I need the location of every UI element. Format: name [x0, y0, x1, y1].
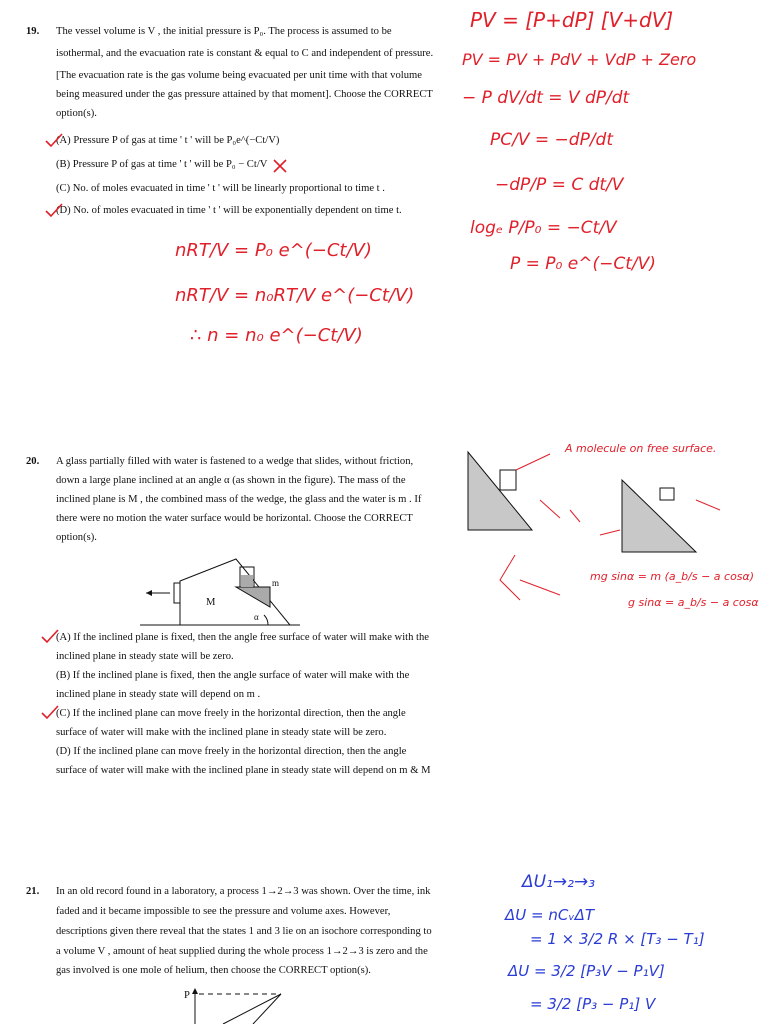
question-number: 19. — [26, 26, 40, 37]
tick-mark-icon — [40, 704, 60, 720]
handwritten-equation: nRT/V = n₀RT/V e^(−Ct/V) — [175, 285, 415, 306]
handwritten-note: A molecule on free surface. — [565, 442, 717, 455]
question-number: 20. — [26, 456, 40, 467]
option-b: (B) If the inclined plane is fixed, then the angle surface of water will make with the — [56, 670, 410, 681]
option-a: (A) If the inclined plane is fixed, then the angle free surface of water will make with the — [56, 632, 429, 643]
question-number: 21. — [26, 886, 40, 897]
handwritten-equation: g sinα = a_b/s − a cosα — [628, 596, 759, 609]
question-text-line: A glass partially filled with water is fastened to a wedge that slides, without friction, — [56, 456, 414, 467]
graph-axis-label: P — [184, 990, 190, 1001]
option-b: (B) Pressure P of gas at time ' t ' will be P₀ − Ct/V — [56, 159, 268, 170]
question-text-line: a volume V , amount of heat supplied during the whole process 1→2→3 is zero and the — [56, 946, 428, 957]
handwritten-equation: = 1 × 3/2 R × [T₃ − T₁] — [530, 930, 705, 948]
question-text-line: inclined plane is M , the combined mass of the wedge, the glass and the water is m . If — [56, 494, 422, 505]
process-graph — [193, 988, 303, 1024]
handwritten-equation: = 3/2 [P₃ − P₁] V — [530, 995, 656, 1013]
option-a: (A) Pressure P of gas at time ' t ' will be P₀e^(−Ct/V) — [56, 135, 280, 146]
option-d: (D) If the inclined plane can move freely in the horizontal direction, then the angle — [56, 746, 407, 757]
handwritten-equation: P = P₀ e^(−Ct/V) — [510, 254, 656, 274]
question-text-line: there were no motion the water surface would be horizontal. Choose the CORRECT — [56, 513, 413, 524]
label-M: M — [206, 597, 216, 608]
inclined-plane-figure — [140, 555, 300, 630]
question-text-line: down a large plane inclined at an angle α (as shown in the figure). The mass of the — [56, 475, 406, 486]
handwritten-equation: −dP/P = C dt/V — [495, 175, 624, 195]
question-text-line: option(s). — [56, 532, 97, 543]
handwritten-equation: ΔU₁→₂→₃ — [522, 872, 596, 892]
tick-mark-icon — [44, 132, 64, 148]
question-text-line: being measured under the gas pressure attained by that moment]. Choose the CORRECT — [56, 89, 433, 100]
label-m: m — [272, 578, 280, 588]
handwritten-equation: ΔU = nCᵥΔT — [505, 906, 595, 924]
handwritten-equation: logₑ P/P₀ = −Ct/V — [470, 218, 617, 238]
cross-mark-icon — [272, 158, 288, 174]
question-text-line: In an old record found in a laboratory, a process 1→2→3 was shown. Over the time, ink — [56, 886, 431, 897]
handwritten-equation: PC/V = −dP/dt — [490, 130, 614, 150]
free-body-diagram — [460, 440, 760, 620]
handwritten-equation: PV = [P+dP] [V+dV] — [470, 8, 674, 32]
option-c-cont: surface of water will make with the inclined plane in steady state will be zero. — [56, 727, 387, 738]
tick-mark-icon — [44, 202, 64, 218]
option-d-cont: surface of water will make with the inclined plane in steady state will depend on m & M — [56, 765, 431, 776]
option-d: (D) No. of moles evacuated in time ' t ' will be exponentially dependent on time t. — [56, 205, 402, 216]
question-text-line: [The evacuation rate is the gas volume being evacuated per unit time with that volume — [56, 70, 422, 81]
handwritten-equation: ∴ n = n₀ e^(−Ct/V) — [190, 325, 363, 346]
handwritten-equation: ΔU = 3/2 [P₃V − P₁V] — [508, 962, 665, 980]
label-alpha: α — [254, 612, 259, 622]
question-text-line: faded and it became impossible to see the pressure and volume axes. However, — [56, 906, 391, 917]
option-c: (C) No. of moles evacuated in time ' t ' will be linearly proportional to time t . — [56, 183, 385, 194]
option-c: (C) If the inclined plane can move freely in the horizontal direction, then the angle — [56, 708, 406, 719]
question-text-line: The vessel volume is V , the initial pressure is P₀. The process is assumed to be — [56, 26, 392, 37]
tick-mark-icon — [40, 628, 60, 644]
question-text-line: descriptions given there reveal that the states 1 and 3 lie on an isochore corresponding to — [56, 926, 432, 937]
question-text-line: isothermal, and the evacuation rate is constant & equal to C and independent of pressure. — [56, 48, 434, 59]
option-a-cont: inclined plane in steady state will be zero. — [56, 651, 234, 662]
option-b-cont: inclined plane in steady state will depend on m . — [56, 689, 261, 700]
handwritten-equation: mg sinα = m (a_b/s − a cosα) — [590, 570, 755, 583]
handwritten-equation: − P dV/dt = V dP/dt — [462, 88, 630, 108]
question-text-line: gas involved is one mole of helium, then choose the CORRECT option(s). — [56, 965, 371, 976]
handwritten-equation: PV = PV + PdV + VdP + Zero — [462, 50, 697, 69]
question-text-line: option(s). — [56, 108, 97, 119]
handwritten-equation: nRT/V = P₀ e^(−Ct/V) — [175, 240, 372, 261]
